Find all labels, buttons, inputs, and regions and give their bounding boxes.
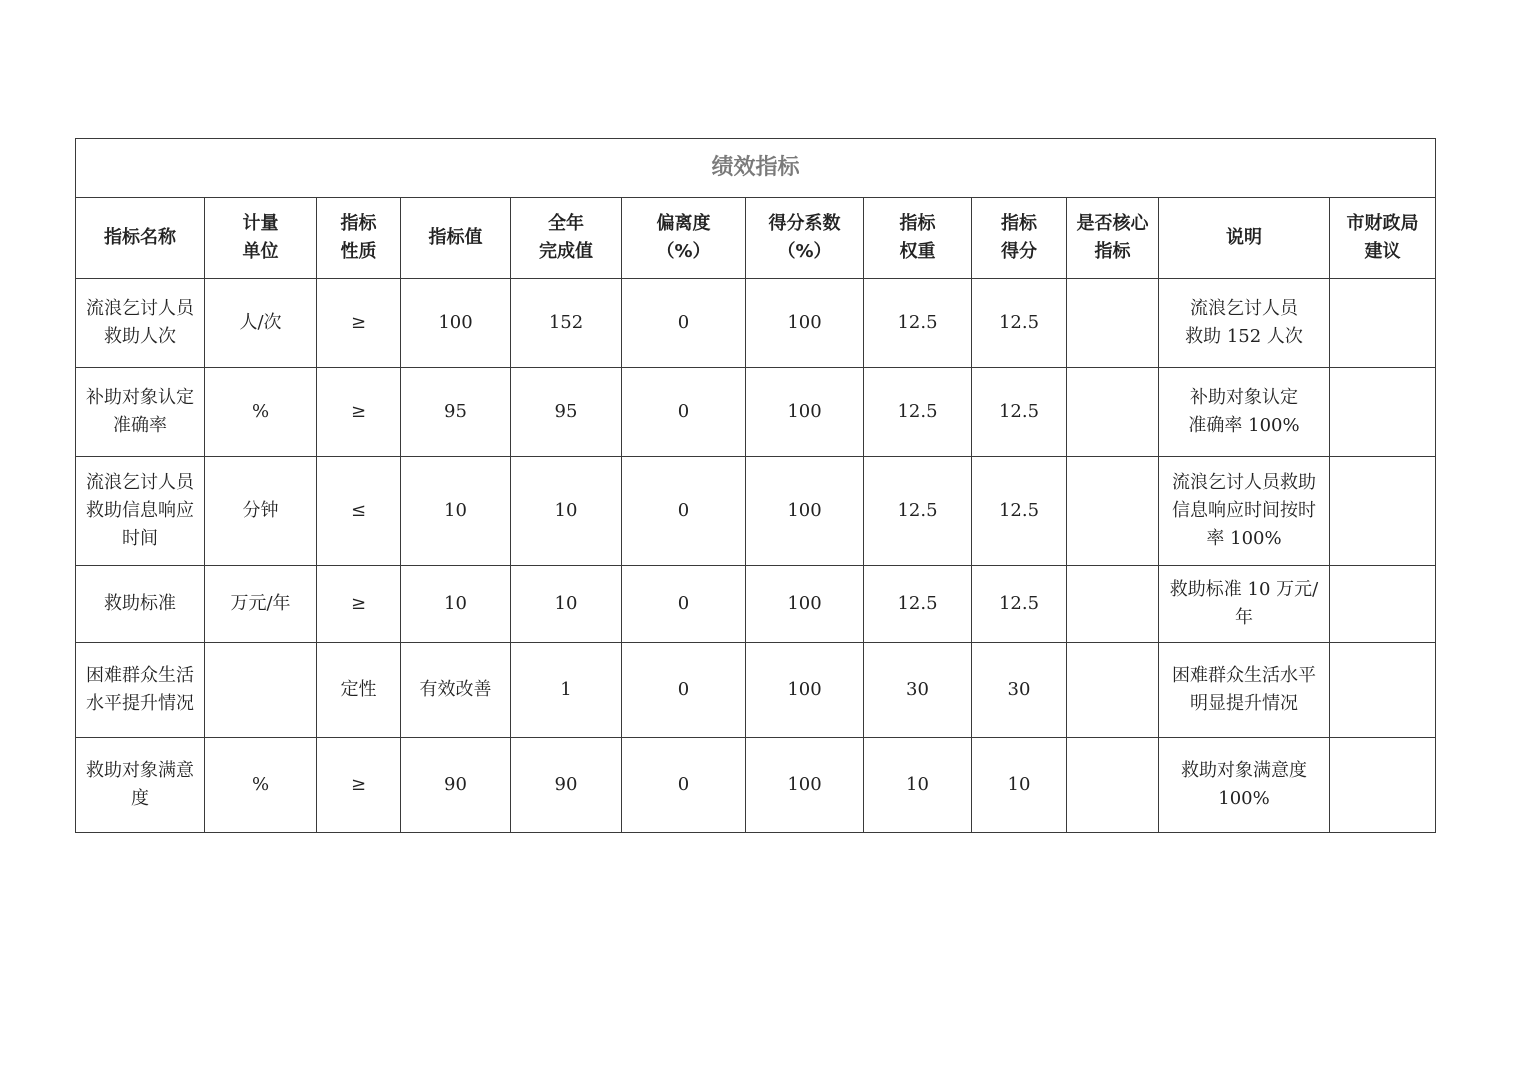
cell-finance-suggestion — [1330, 643, 1436, 738]
cell-target-value: 95 — [401, 368, 511, 457]
cell-score: 12.5 — [972, 279, 1067, 368]
cell-annual-actual: 90 — [511, 738, 622, 833]
cell-score: 12.5 — [972, 457, 1067, 566]
cell-unit: 人/次 — [205, 279, 317, 368]
cell-finance-suggestion — [1330, 738, 1436, 833]
cell-deviation: 0 — [622, 643, 746, 738]
cell-annual-actual: 1 — [511, 643, 622, 738]
cell-indicator-name: 补助对象认定 准确率 — [76, 368, 205, 457]
cell-score: 30 — [972, 643, 1067, 738]
cell-annual-actual: 95 — [511, 368, 622, 457]
header-nature: 指标 性质 — [317, 198, 401, 279]
cell-is-core — [1067, 643, 1159, 738]
cell-description: 流浪乞讨人员救助 信息响应时间按时 率 100% — [1159, 457, 1330, 566]
cell-unit: % — [205, 368, 317, 457]
cell-nature: ≤ — [317, 457, 401, 566]
header-finance-suggestion: 市财政局 建议 — [1330, 198, 1436, 279]
cell-finance-suggestion — [1330, 457, 1436, 566]
header-unit: 计量 单位 — [205, 198, 317, 279]
cell-score-coefficient: 100 — [746, 279, 864, 368]
cell-weight: 30 — [864, 643, 972, 738]
cell-description: 救助标准 10 万元/ 年 — [1159, 566, 1330, 643]
cell-weight: 12.5 — [864, 457, 972, 566]
cell-nature: 定性 — [317, 643, 401, 738]
header-deviation: 偏离度 （%） — [622, 198, 746, 279]
cell-description: 流浪乞讨人员 救助 152 人次 — [1159, 279, 1330, 368]
cell-target-value: 10 — [401, 457, 511, 566]
cell-description: 补助对象认定 准确率 100% — [1159, 368, 1330, 457]
cell-indicator-name: 救助标准 — [76, 566, 205, 643]
cell-description: 困难群众生活水平 明显提升情况 — [1159, 643, 1330, 738]
cell-score-coefficient: 100 — [746, 368, 864, 457]
cell-indicator-name: 流浪乞讨人员 救助信息响应 时间 — [76, 457, 205, 566]
header-indicator-name: 指标名称 — [76, 198, 205, 279]
cell-is-core — [1067, 566, 1159, 643]
cell-deviation: 0 — [622, 566, 746, 643]
cell-indicator-name: 流浪乞讨人员 救助人次 — [76, 279, 205, 368]
cell-deviation: 0 — [622, 279, 746, 368]
cell-target-value: 100 — [401, 279, 511, 368]
cell-score-coefficient: 100 — [746, 643, 864, 738]
cell-score: 10 — [972, 738, 1067, 833]
cell-target-value: 有效改善 — [401, 643, 511, 738]
header-score: 指标 得分 — [972, 198, 1067, 279]
cell-weight: 12.5 — [864, 279, 972, 368]
cell-score-coefficient: 100 — [746, 738, 864, 833]
table-row — [76, 368, 1436, 457]
cell-nature: ≥ — [317, 566, 401, 643]
cell-score-coefficient: 100 — [746, 566, 864, 643]
header-annual-actual: 全年 完成值 — [511, 198, 622, 279]
cell-unit — [205, 643, 317, 738]
table-row — [76, 738, 1436, 833]
cell-unit: 万元/年 — [205, 566, 317, 643]
cell-weight: 12.5 — [864, 368, 972, 457]
cell-target-value: 10 — [401, 566, 511, 643]
cell-annual-actual: 152 — [511, 279, 622, 368]
cell-target-value: 90 — [401, 738, 511, 833]
header-target-value: 指标值 — [401, 198, 511, 279]
table-row — [76, 643, 1436, 738]
header-is-core: 是否核心 指标 — [1067, 198, 1159, 279]
cell-nature: ≥ — [317, 738, 401, 833]
cell-score: 12.5 — [972, 368, 1067, 457]
header-description: 说明 — [1159, 198, 1330, 279]
cell-deviation: 0 — [622, 457, 746, 566]
table-row — [76, 457, 1436, 566]
cell-is-core — [1067, 279, 1159, 368]
cell-annual-actual: 10 — [511, 457, 622, 566]
cell-weight: 10 — [864, 738, 972, 833]
cell-finance-suggestion — [1330, 566, 1436, 643]
cell-indicator-name: 救助对象满意 度 — [76, 738, 205, 833]
cell-unit: % — [205, 738, 317, 833]
cell-deviation: 0 — [622, 368, 746, 457]
table-title: 绩效指标 — [76, 139, 1436, 198]
cell-indicator-name: 困难群众生活 水平提升情况 — [76, 643, 205, 738]
cell-nature: ≥ — [317, 279, 401, 368]
cell-weight: 12.5 — [864, 566, 972, 643]
cell-deviation: 0 — [622, 738, 746, 833]
table-row — [76, 279, 1436, 368]
header-row — [76, 198, 1436, 279]
cell-score: 12.5 — [972, 566, 1067, 643]
cell-finance-suggestion — [1330, 279, 1436, 368]
performance-indicator-table — [75, 138, 1436, 833]
cell-annual-actual: 10 — [511, 566, 622, 643]
cell-description: 救助对象满意度 100% — [1159, 738, 1330, 833]
cell-is-core — [1067, 738, 1159, 833]
table-row — [76, 566, 1436, 643]
cell-is-core — [1067, 368, 1159, 457]
cell-is-core — [1067, 457, 1159, 566]
header-score-coefficient: 得分系数 （%） — [746, 198, 864, 279]
cell-score-coefficient: 100 — [746, 457, 864, 566]
header-weight: 指标 权重 — [864, 198, 972, 279]
cell-nature: ≥ — [317, 368, 401, 457]
cell-finance-suggestion — [1330, 368, 1436, 457]
cell-unit: 分钟 — [205, 457, 317, 566]
